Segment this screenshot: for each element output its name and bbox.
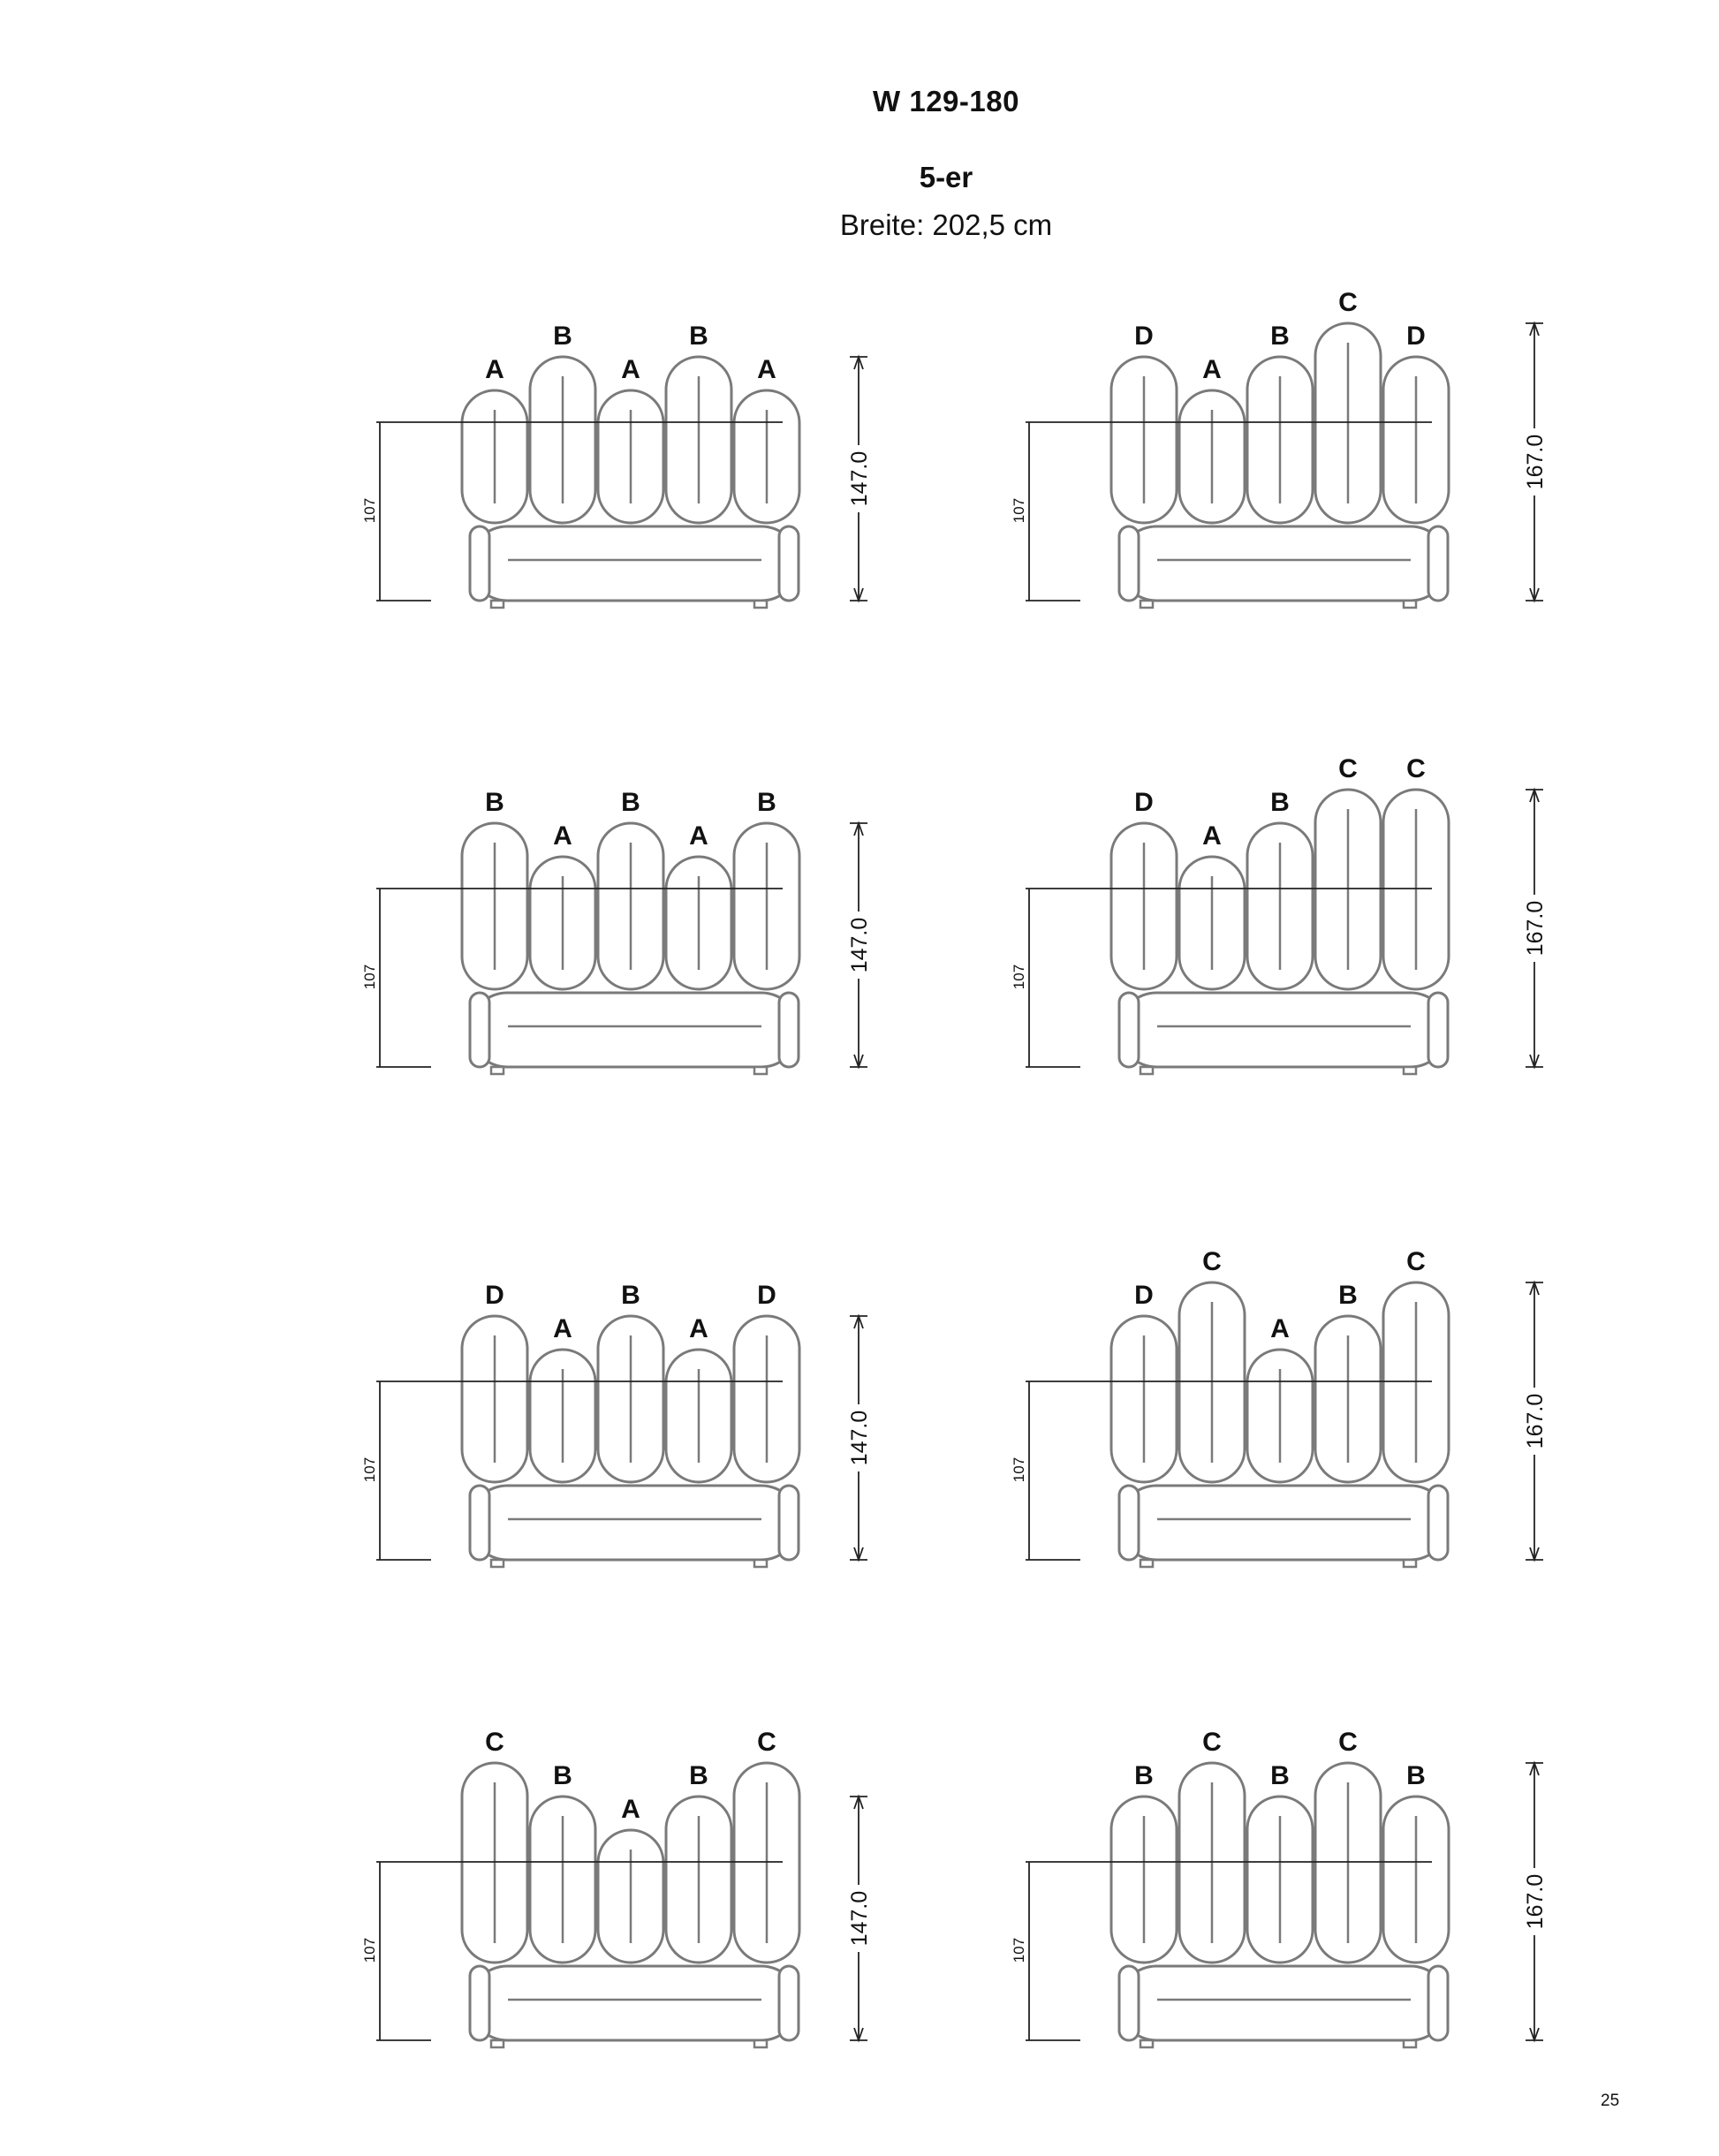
cushion-label: B — [621, 1281, 640, 1310]
total-height-label: 167.0 — [1523, 434, 1548, 490]
foot-left — [1140, 1067, 1153, 1074]
sofa-variant-4 — [1011, 754, 1548, 1074]
seat-height-label: 107 — [361, 964, 378, 990]
arm-roll-right — [779, 993, 799, 1067]
cushion-label: A — [1202, 355, 1222, 384]
seat-height-label: 107 — [361, 497, 378, 524]
total-height-label: 147.0 — [847, 1410, 872, 1466]
arm-roll-left — [470, 526, 489, 601]
cushion-label: C — [485, 1728, 504, 1757]
cushion-label: B — [757, 788, 776, 817]
cushion-label: B — [485, 788, 504, 817]
cushion-label: C — [1202, 1247, 1222, 1276]
arm-roll-left — [470, 993, 489, 1067]
seat-cushion — [470, 1486, 799, 1560]
cushion-label: B — [1270, 1761, 1290, 1790]
seat-height-label: 107 — [1011, 1456, 1027, 1483]
foot-right — [1404, 1067, 1416, 1074]
cushion-label: C — [757, 1728, 776, 1757]
cushion-label: A — [553, 1314, 572, 1343]
arm-roll-left — [1119, 526, 1139, 601]
cushion-label: A — [689, 1314, 708, 1343]
cushion-label: B — [1134, 1761, 1154, 1790]
cushion-label: C — [1338, 1728, 1358, 1757]
cushion-label: C — [1338, 288, 1358, 317]
cushion-label: D — [1134, 1281, 1154, 1310]
arm-roll-right — [779, 526, 799, 601]
sofa-variant-8 — [1011, 1728, 1548, 2047]
cushion-label: C — [1406, 1247, 1426, 1276]
seat-height-label: 107 — [1011, 964, 1027, 990]
sofa-variant-6 — [1011, 1247, 1548, 1567]
cushion-label: B — [1270, 788, 1290, 817]
arm-roll-right — [1428, 1966, 1448, 2040]
foot-right — [1404, 2040, 1416, 2047]
configuration-subtitle: 5-er — [919, 161, 973, 193]
arm-roll-left — [1119, 993, 1139, 1067]
arm-roll-left — [470, 1966, 489, 2040]
total-height-label: 147.0 — [847, 1890, 872, 1947]
cushion-label: B — [1270, 322, 1290, 351]
page-number: 25 — [1601, 2092, 1620, 2110]
cushion-label: B — [689, 322, 708, 351]
width-note: Breite: 202,5 cm — [839, 208, 1053, 241]
seat-cushion — [1119, 993, 1448, 1067]
seat-height-label: 107 — [361, 1937, 378, 1963]
total-height-label: 147.0 — [847, 450, 872, 507]
seat-height-label: 107 — [361, 1456, 378, 1483]
seat-cushion — [1119, 1966, 1448, 2040]
cushion-label: D — [757, 1281, 776, 1310]
sofa-variant-3 — [361, 788, 872, 1074]
arm-roll-left — [1119, 1966, 1139, 2040]
arm-roll-left — [1119, 1486, 1139, 1560]
foot-left — [1140, 2040, 1153, 2047]
cushion-label: D — [1406, 322, 1426, 351]
foot-right — [754, 1560, 767, 1567]
cushion-label: D — [1134, 322, 1154, 351]
foot-right — [1404, 601, 1416, 608]
cushion-label: B — [553, 1761, 572, 1790]
cushion-label: B — [1406, 1761, 1426, 1790]
total-height-label: 167.0 — [1523, 1873, 1548, 1930]
cushion-label: B — [1338, 1281, 1358, 1310]
seat-cushion — [470, 1966, 799, 2040]
cushion-label: A — [553, 821, 572, 851]
cushion-label: A — [757, 355, 776, 384]
total-height-label: 167.0 — [1523, 900, 1548, 957]
cushion-label: A — [485, 355, 504, 384]
seat-height-label: 107 — [1011, 497, 1027, 524]
seat-cushion — [1119, 526, 1448, 601]
seat-height-label: 107 — [1011, 1937, 1027, 1963]
cushion-label: D — [485, 1281, 504, 1310]
cushion-label: B — [689, 1761, 708, 1790]
cushion-label: B — [553, 322, 572, 351]
foot-right — [754, 601, 767, 608]
foot-left — [491, 1560, 504, 1567]
arm-roll-right — [1428, 1486, 1448, 1560]
cushion-label: A — [621, 1795, 640, 1824]
cushion-label: A — [1202, 821, 1222, 851]
seat-cushion — [470, 526, 799, 601]
sofa-variant-7 — [361, 1728, 872, 2047]
foot-left — [1140, 1560, 1153, 1567]
page-title: W 129-180 — [873, 85, 1019, 117]
sofa-variant-1 — [361, 322, 872, 608]
sofa-variant-2 — [1011, 288, 1548, 608]
foot-right — [754, 2040, 767, 2047]
sofa-variant-5 — [361, 1281, 872, 1567]
total-height-label: 167.0 — [1523, 1393, 1548, 1449]
foot-right — [1404, 1560, 1416, 1567]
arm-roll-right — [1428, 993, 1448, 1067]
foot-left — [491, 2040, 504, 2047]
foot-right — [754, 1067, 767, 1074]
arm-roll-right — [1428, 526, 1448, 601]
arm-roll-right — [779, 1966, 799, 2040]
cushion-label: B — [621, 788, 640, 817]
foot-left — [491, 601, 504, 608]
foot-left — [491, 1067, 504, 1074]
cushion-label: C — [1202, 1728, 1222, 1757]
cushion-label: A — [689, 821, 708, 851]
seat-cushion — [470, 993, 799, 1067]
arm-roll-left — [470, 1486, 489, 1560]
cushion-label: D — [1134, 788, 1154, 817]
arm-roll-right — [779, 1486, 799, 1560]
foot-left — [1140, 601, 1153, 608]
cushion-label: A — [621, 355, 640, 384]
cushion-label: C — [1338, 754, 1358, 783]
cushion-label: A — [1270, 1314, 1290, 1343]
total-height-label: 147.0 — [847, 917, 872, 973]
seat-cushion — [1119, 1486, 1448, 1560]
cushion-label: C — [1406, 754, 1426, 783]
